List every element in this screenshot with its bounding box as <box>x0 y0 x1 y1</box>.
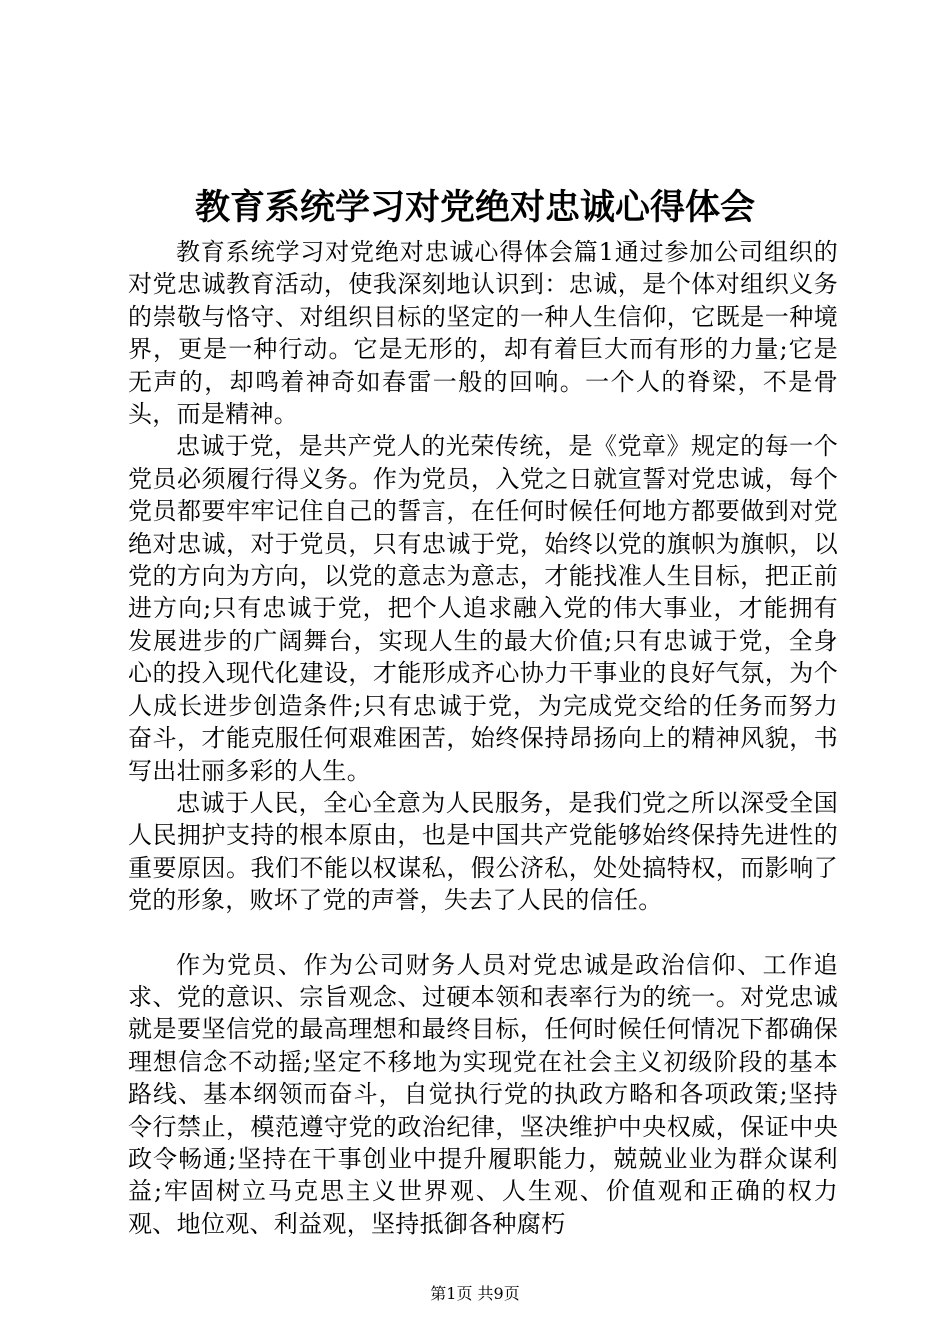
page-footer: 第1页 共9页 <box>430 1284 520 1303</box>
document-body <box>128 236 838 1240</box>
paragraph-gap <box>128 917 838 949</box>
paragraph-2: 忠诚于党，是共产党人的光荣传统，是《党章》规定的每一个党员必须履行得义务。作为党员，入党之日就宣誓对党忠诚，每个党员都要牢牢记住自己的誓言，在任何时候任何地方都要做到对党绝对忠诚，对于党员，只有忠诚于党，始终以党的旗帜为旗帜，以党的方向为方向，以党的意志为意志，才能找准人生目标，把正前进方向;只有忠诚于党，把个人追求融入党的伟大事业，才能拥有发展进步的广阔舞台，实现人生的最大价值;只有忠诚于党，全身心的投入现代化建设，才能形成齐心协力干事业的良好气氛，为个人成长进步创造条件;只有忠诚于党，为完成党交给的任务而努力奋斗，才能克服任何艰难困苦，始终保持昂扬向上的精神风貌，书写出壮丽多彩的人生。 <box>128 432 838 785</box>
paragraph-1: 教育系统学习对党绝对忠诚心得体会篇1通过参加公司组织的对党忠诚教育活动，使我深刻地认识到：忠诚，是个体对组织义务的崇敬与恪守、对组织目标的坚定的一种人生信仰，它既是一种境界，更是一种行动。它是无形的，却有着巨大而有形的力量;它是无声的，却鸣着神奇如春雷一般的回响。一个人的脊梁，不是骨头，而是精神。 <box>128 238 838 429</box>
paragraph-4: 作为党员、作为公司财务人员对党忠诚是政治信仰、工作追求、党的意识、宗旨观念、过硬本领和表率行为的统一。对党忠诚就是要坚信党的最高理想和最终目标，任何时候任何情况下都确保理想信念不动摇;坚定不移地为实现党在社会主义初级阶段的基本路线、基本纲领而奋斗，自觉执行党的执政方略和各项政策;坚持令行禁止，模范遵守党的政治纪律，坚决维护中央权威，保证中央政令畅通;坚持在干事创业中提升履职能力，兢兢业业为群众谋利益;牢固树立马克思主义世界观、人生观、价值观和正确的权力观、地位观、利益观，坚持抵御各种腐朽 <box>128 950 838 1238</box>
document-title: 教育系统学习对党绝对忠诚心得体会 <box>194 187 755 228</box>
paragraph-3: 忠诚于人民，全心全意为人民服务，是我们党之所以深受全国人民拥护支持的根本原由，也是中国共产党能够始终保持先进性的重要原因。我们不能以权谋私，假公济私，处处搞特权，而影响了党的形象，败坏了党的声誉，失去了人民的信任。 <box>128 788 838 915</box>
